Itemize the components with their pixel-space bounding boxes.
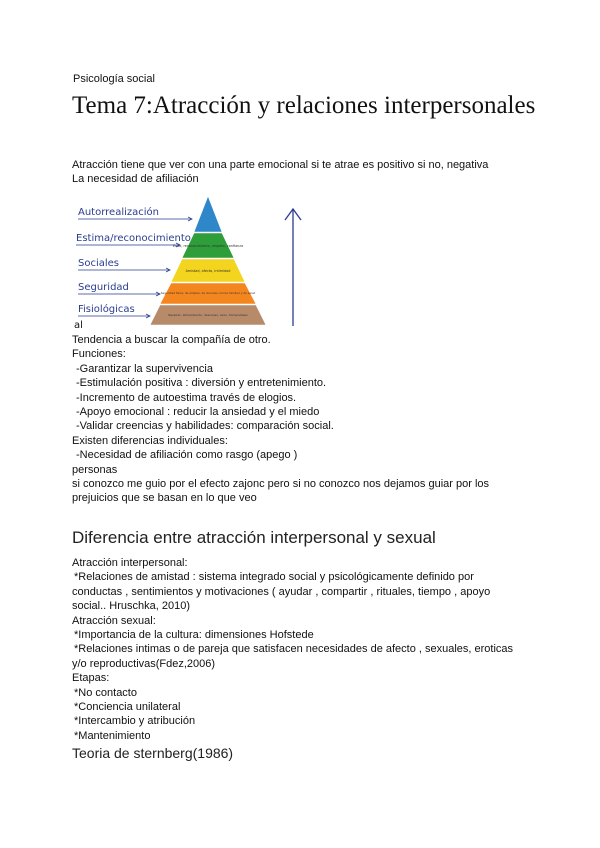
text-line: Tendencia a buscar la compañía de otro.	[72, 334, 271, 346]
text-line: -Garantizar la supervivencia	[76, 362, 213, 375]
text-line: social.. Hruschka, 2010)	[72, 600, 190, 613]
label-autorrealizacion: Autorrealización	[78, 207, 159, 218]
label-sociales: Sociales	[78, 258, 120, 269]
subsection-heading: Teoria de sternberg(1986)	[72, 745, 234, 761]
intro-line: La necesidad de afiliación	[72, 173, 199, 186]
page-title: Tema 7:Atracción y relaciones interpersonales	[72, 92, 536, 119]
text-line: -Apoyo emocional : reducir la ansiedad y el miedo	[76, 406, 320, 419]
text-line: *No contacto	[74, 686, 137, 699]
pyramid-text-social: Amistad, afecto, intimidad	[185, 269, 231, 273]
text-line: *Relaciones de amistad : sistema integrado social y psicológicamente definido por	[74, 571, 474, 584]
text-line: *Mantenimiento	[74, 729, 151, 742]
maslow-pyramid-diagram	[74, 192, 314, 332]
text-line: si conozco me guio por el efecto zajonc pero si no conozco nos dejamos guiar por los	[72, 478, 490, 491]
up-arrow-icon	[285, 209, 301, 326]
text-line: conductas , sentimientos y motivaciones ( ayudar , compartir , rituales, tiempo , apoyo	[72, 585, 491, 598]
section1-text	[72, 333, 489, 506]
intro-line: Atracción tiene que ver con una parte emocional si te atrae es positivo si no, negativa	[72, 159, 489, 171]
section2-text	[72, 556, 513, 743]
text-line: Atracción interpersonal:	[72, 557, 188, 569]
text-line: Funciones:	[72, 348, 126, 361]
text-line: -Validar creencias y habilidades: comparación social.	[76, 420, 334, 433]
pyramid-level-self-actualization	[194, 196, 222, 232]
text-line: *Conciencia unilateral	[74, 701, 181, 714]
pyramid-text-esteem: Éxito, reconocimiento, respeto, confianza	[172, 244, 244, 248]
intro-text	[72, 158, 488, 187]
text-line: -Estimulación positiva : diversión y entretenimiento.	[76, 377, 327, 390]
text-line: *Intercambio y atribución	[74, 715, 196, 728]
text-line: personas	[72, 463, 118, 476]
text-line: *Importancia de la cultura: dimensiones Hofstede	[74, 629, 314, 642]
text-line: y/o reproductivas(Fdez,2006)	[72, 657, 216, 670]
section-heading: Diferencia entre atracción interpersonal y sexual	[72, 528, 436, 547]
text-line: *Relaciones intimas o de pareja que satisfacen necesidades de afecto , sexuales, eroticas	[74, 643, 514, 656]
text-line: -Necesidad de afiliación como rasgo (apego )	[76, 449, 298, 462]
text-line: prejuicios que se basan en lo que veo	[72, 492, 257, 505]
text-line: Atracción sexual:	[72, 614, 156, 627]
label-fisiologicas: Fisiológicas	[78, 304, 135, 315]
pyramid-text-safety: Seguridad física, de empleo, de recursos, moral, familiar y de salud	[160, 291, 256, 295]
stray-text: al	[74, 320, 83, 331]
label-estima: Estima/reconocimiento	[76, 233, 191, 244]
text-line: -Incremento de autoestima través de elogios.	[76, 391, 297, 404]
text-line: Etapas:	[72, 672, 110, 685]
text-line: Existen diferencias individuales:	[72, 434, 228, 447]
subject-label: Psicología social	[73, 73, 155, 85]
label-seguridad: Seguridad	[78, 282, 129, 293]
pyramid-text-physiological: Respirar, alimentación, descanso, sexo, homeostasis	[168, 313, 248, 317]
